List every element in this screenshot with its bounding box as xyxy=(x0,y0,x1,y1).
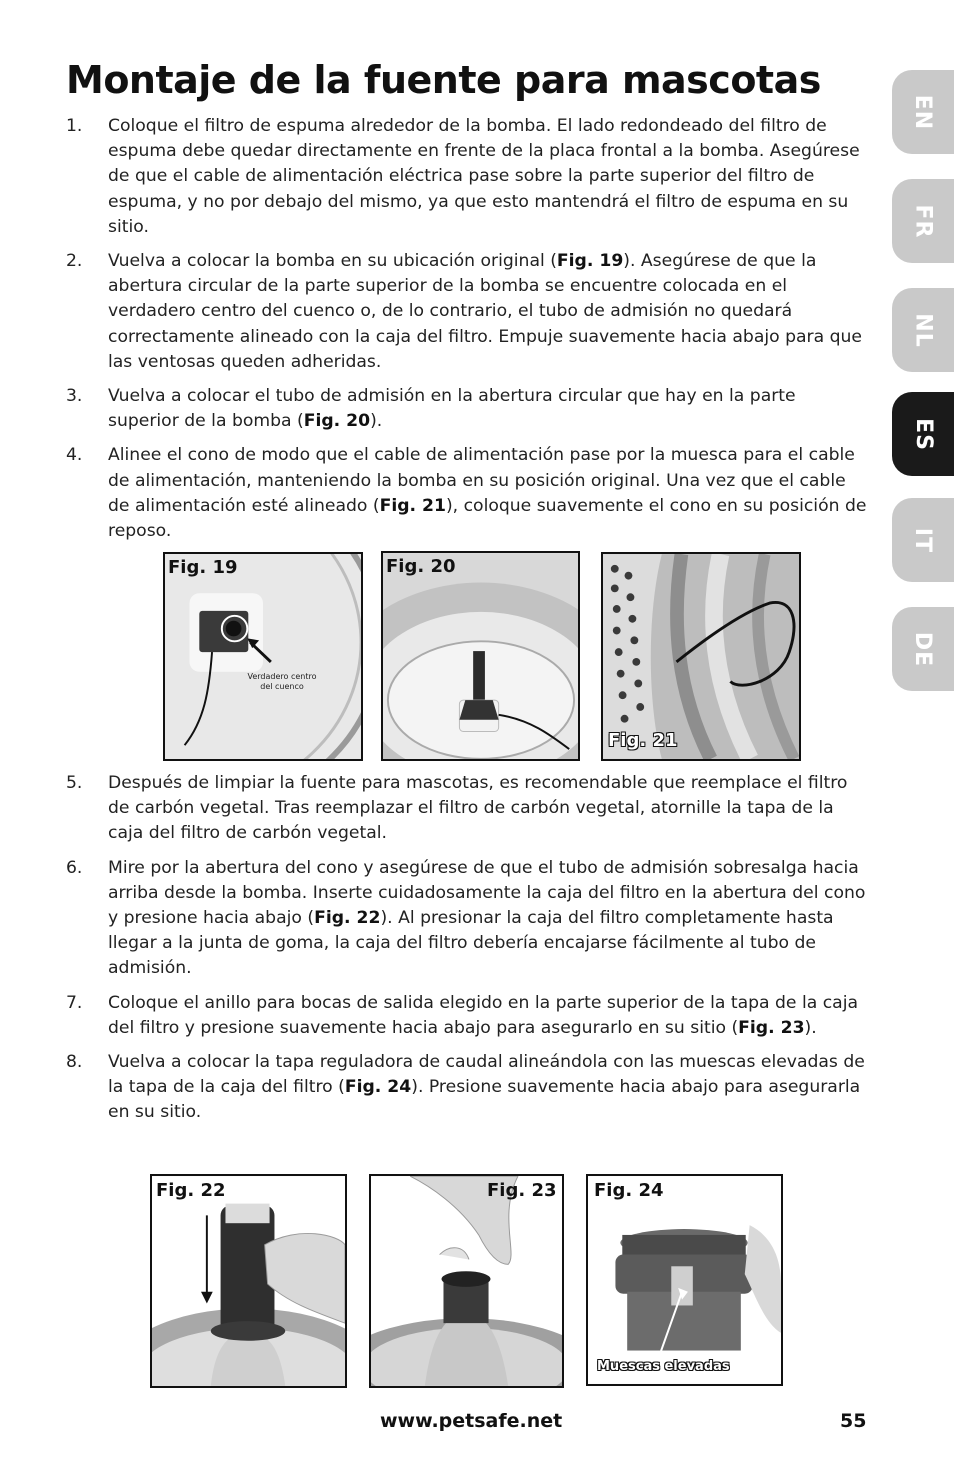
figure-reference: Fig. 23 xyxy=(738,1017,805,1038)
footer-url[interactable]: www.petsafe.net xyxy=(380,1410,563,1432)
step-7 xyxy=(66,991,871,1041)
step-2 xyxy=(66,249,871,375)
step-number: 8. xyxy=(66,1052,83,1073)
page-title: Montaje de la fuente para mascotas xyxy=(66,58,821,102)
step-text xyxy=(108,856,871,982)
tab-it-label: IT xyxy=(910,527,936,553)
step-number: 3. xyxy=(66,386,83,407)
fig24-label: Fig. 24 xyxy=(594,1180,664,1201)
figure-21 xyxy=(601,552,801,761)
step-text-segment: ). Al presionar la caja del filtro completamente hasta llegar a la junta de goma, la caja del filtro debería encajarse fácilmente al tubo de admisión. xyxy=(108,908,834,979)
step-number: 5. xyxy=(66,773,83,793)
step-text-segment: Después de limpiar la fuente para mascotas, es recomendable que reemplace el filtro de carbón vegetal. Tras reemplazar el filtro de carbón vegetal, atornille la tapa de la caja del filtro de carbón vegetal. xyxy=(108,773,848,844)
step-number: 4. xyxy=(66,445,83,466)
fig23-label: Fig. 23 xyxy=(487,1180,557,1201)
step-8 xyxy=(66,1050,871,1126)
tab-it[interactable] xyxy=(892,498,954,582)
step-number: 1. xyxy=(66,116,83,136)
step-text-segment: Vuelva a colocar el tubo de admisión en la abertura circular que hay en la parte superior de la bomba ( xyxy=(108,386,796,432)
figure-22 xyxy=(150,1174,347,1388)
tab-de[interactable] xyxy=(892,607,954,691)
fig19-photo xyxy=(165,554,361,759)
figure-reference: Fig. 19 xyxy=(556,251,624,272)
fig24-annotation: Muescas elevadas xyxy=(597,1359,730,1374)
fig21-photo xyxy=(603,554,799,759)
tab-de-label: DE xyxy=(910,631,936,667)
step-text-segment: ), coloque suavemente el cono en su posición de reposo. xyxy=(108,495,867,542)
step-text-segment: Coloque el anillo para bocas de salida elegido en la parte superior de la tapa de la caja del filtro y presione suavemente hacia abajo para asegurarlo en su sitio ( xyxy=(108,992,859,1038)
tab-en[interactable] xyxy=(892,70,954,154)
fig22-label: Fig. 22 xyxy=(156,1180,226,1201)
step-1 xyxy=(66,114,871,240)
figure-reference: Fig. 22 xyxy=(314,908,381,929)
step-text xyxy=(108,114,871,240)
step-number: 2. xyxy=(66,251,83,272)
figure-24 xyxy=(586,1174,783,1386)
step-number: 7. xyxy=(66,992,83,1013)
fig23-photo xyxy=(371,1176,562,1386)
fig19-annotation-line1: Verdadero centro xyxy=(247,672,317,681)
step-text-segment: Vuelva a colocar la tapa reguladora de caudal alineándola con las muescas elevadas de la tapa de la caja del filtro ( xyxy=(108,1052,865,1098)
step-text-segment: ). xyxy=(804,1017,817,1038)
step-6 xyxy=(66,856,871,982)
figure-19 xyxy=(163,552,363,761)
page-number: 55 xyxy=(840,1410,867,1432)
step-text-segment: Coloque el filtro de espuma alrededor de la bomba. El lado redondeado del filtro de espuma debe quedar directamente en frente de la placa frontal a la bomba. Asegúrese de que el cable de alimentación eléctrica pase sobre la parte superior del filtro de espuma, y no por debajo del mismo, ya que esto mantendrá el filtro de espuma en su sitio. xyxy=(108,116,860,237)
step-text xyxy=(108,991,871,1041)
fig22-photo xyxy=(152,1176,345,1386)
step-text-segment: ). Asegúrese de que la abertura circular de la parte superior de la bomba se encuentre colocada en el verdadero centro del cuenco o, de lo contrario, el tubo de admisión no quedará correctamente alineado con la caja del filtro. Empuje suavemente hacia abajo para que las ventosas queden adheridas. xyxy=(108,251,862,372)
fig20-photo xyxy=(383,553,578,759)
steps-list-bottom xyxy=(66,771,871,1135)
fig19-annotation-line2: del cuenco xyxy=(260,682,304,691)
fig21-label: Fig. 21 xyxy=(608,730,678,751)
step-5 xyxy=(66,771,871,847)
step-3 xyxy=(66,384,871,434)
figure-23 xyxy=(369,1174,564,1388)
step-text-segment: Vuelva a colocar la bomba en su ubicación original ( xyxy=(108,251,557,272)
fig24-photo xyxy=(588,1176,781,1384)
tab-es-label: ES xyxy=(910,417,936,451)
tab-nl[interactable] xyxy=(892,288,954,372)
step-text-segment: Mire por la abertura del cono y asegúrese de que el tubo de admisión sobresalga hacia arriba desde la bomba. Inserte cuidadosamente la caja del filtro en la abertura del cono y presione hacia abajo ( xyxy=(108,857,866,929)
figure-20 xyxy=(381,551,580,761)
step-text xyxy=(108,443,871,544)
figure-reference: Fig. 20 xyxy=(303,411,371,432)
tab-fr-label: FR xyxy=(910,204,936,238)
tab-en-label: EN xyxy=(910,94,936,130)
tab-nl-label: NL xyxy=(910,312,936,348)
fig19-label: Fig. 19 xyxy=(168,557,238,578)
step-number: 6. xyxy=(66,857,83,878)
figure-reference: Fig. 24 xyxy=(344,1077,412,1098)
steps-list-top xyxy=(66,114,871,553)
fig20-label: Fig. 20 xyxy=(386,556,456,577)
figure-reference: Fig. 21 xyxy=(379,495,446,516)
step-text-segment: Alinee el cono de modo que el cable de alimentación pase por la muesca para el cable de alimentación, manteniendo la bomba en su posición original. Una vez que el cable de alimentación esté alineado ( xyxy=(108,445,855,516)
step-text xyxy=(108,384,871,434)
step-text-segment: ). xyxy=(370,411,383,432)
step-text xyxy=(108,249,871,375)
step-text-segment: ). Presione suavemente hacia abajo para asegurarla en su sitio. xyxy=(108,1077,861,1123)
step-text xyxy=(108,1050,871,1126)
tab-es[interactable] xyxy=(892,392,954,476)
tab-fr[interactable] xyxy=(892,179,954,263)
fig19-annotation xyxy=(237,672,327,692)
step-4 xyxy=(66,443,871,544)
step-text xyxy=(108,771,871,847)
